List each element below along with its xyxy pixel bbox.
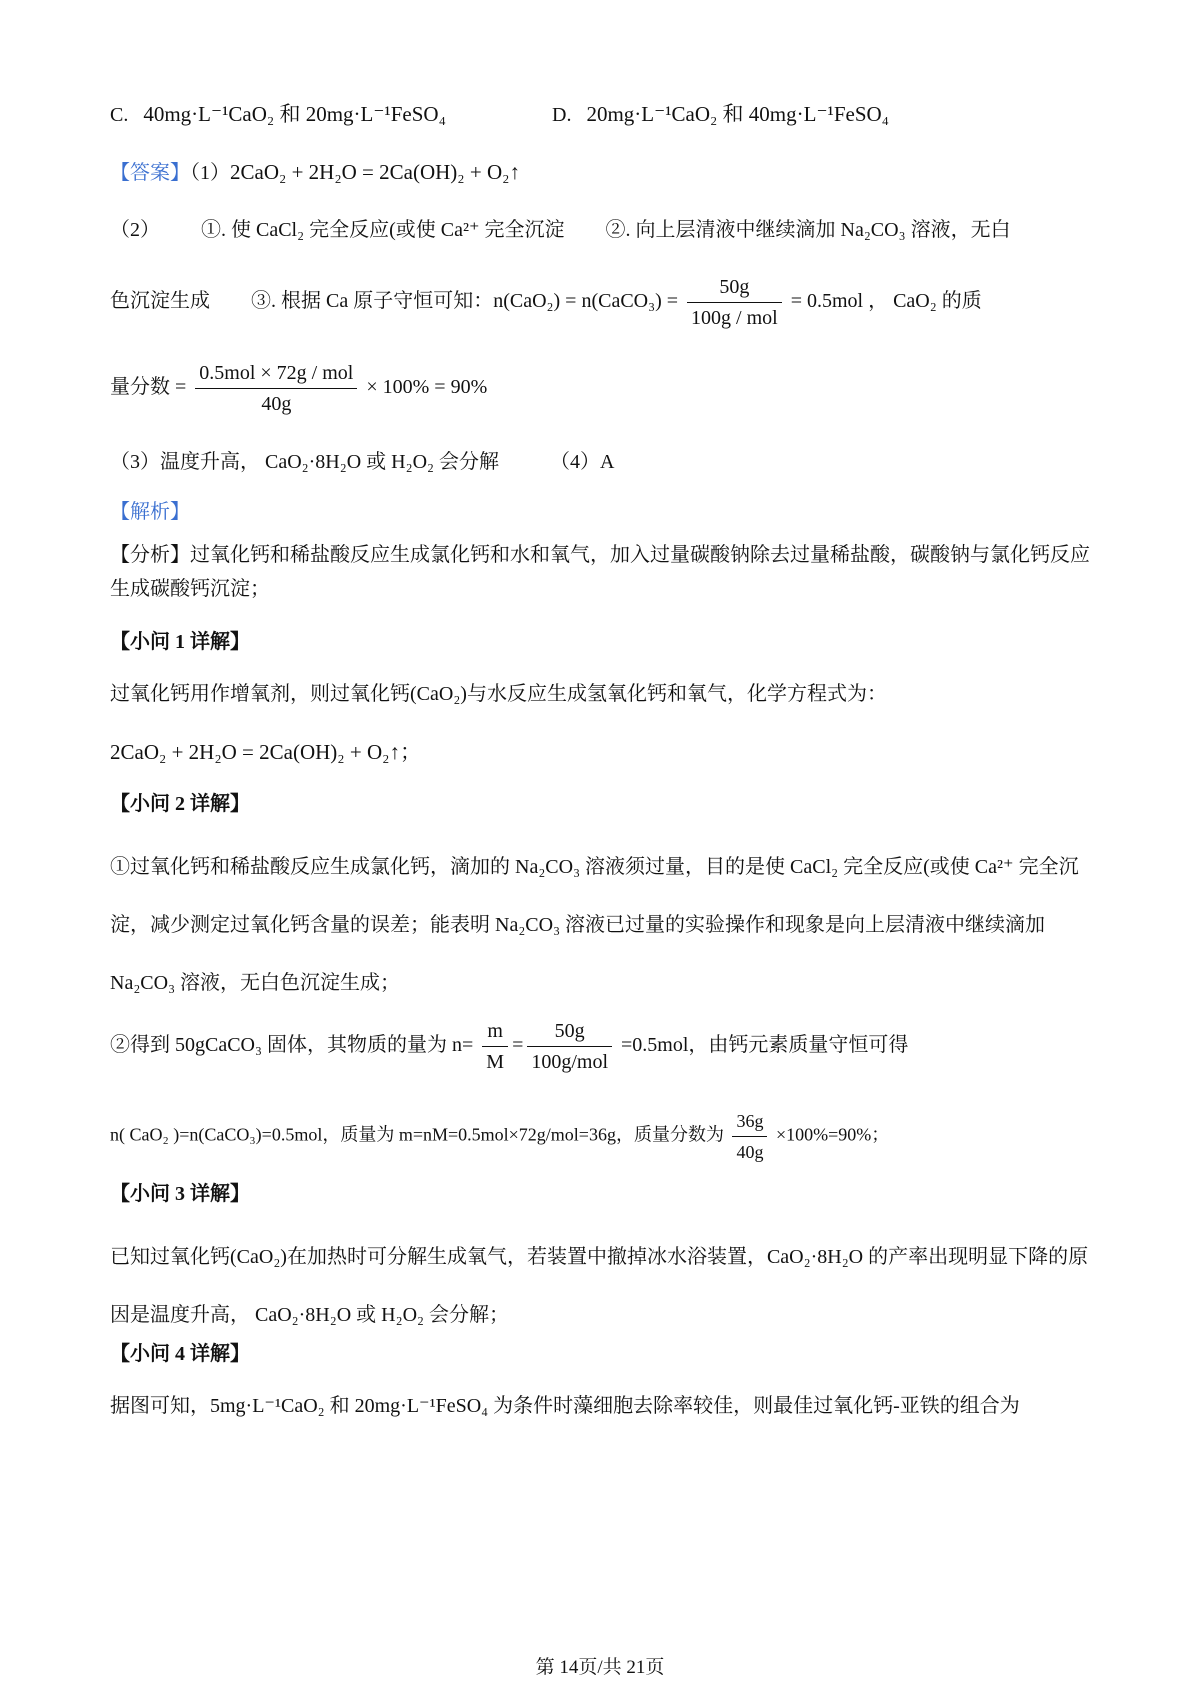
answer-q4: （4）A: [549, 451, 615, 473]
answer-q2-part3-pre: ③. 根据 Ca 原子守恒可知：n(CaO₂) = n(CaCO₃) =: [251, 290, 679, 313]
answer-line-3: [110, 274, 1100, 331]
subquestion-3-text: 已知过氧化钙(CaO₂)在加热时可分解生成氧气，若装置中撤掉冰水浴装置，CaO₂·8H₂O 的产率出现明显下降的原因是温度升高， CaO₂·8H₂O 或 H₂O₂ 会分解；: [110, 1246, 1089, 1326]
analysis-intro: 【分析】过氧化钙和稀盐酸反应生成氯化钙和水和氧气，加入过量碳酸钠除去过量稀盐酸，碳酸钠与氯化钙反应生成碳酸钙沉淀；: [110, 544, 1090, 600]
answer-q2-part2: ②. 向上层清液中继续滴加 Na₂CO₃ 溶液，无白: [605, 219, 1011, 241]
subquestion-4-text: 据图可知，5mg·L⁻¹CaO₂ 和 20mg·L⁻¹FeSO₄ 为条件时藻细胞去除率较佳，则最佳过氧化钙-亚铁的组合为: [110, 1395, 1020, 1417]
fraction-denominator: 100g/mol: [531, 1051, 609, 1073]
answer-q2-part3-post: = 0.5mol ， CaO₂ 的质: [790, 290, 982, 313]
answer-line-2: [110, 216, 1100, 244]
option-c-text: 40mg·L⁻¹CaO₂ 和 20mg·L⁻¹FeSO₄: [143, 102, 446, 126]
answer-line-1: [110, 158, 1100, 187]
mass-fraction-pre: 量分数 =: [110, 376, 187, 399]
answer-line-4: [110, 360, 1100, 417]
option-c-d-row: [110, 100, 1100, 129]
subquestion-1-equation: 2CaO₂ + 2H₂O = 2Ca(OH)₂ + O₂↑；: [110, 740, 421, 764]
fraction-numerator: 50g: [687, 274, 782, 303]
subquestion-1-heading: 【小问 1 详解】: [110, 631, 250, 653]
subquestion-2-text: ①过氧化钙和稀盐酸反应生成氯化钙，滴加的 Na₂CO₃ 溶液须过量，目的是使 CaCl₂ 完全反应(或使 Ca²⁺ 完全沉淀，减少测定过氧化钙含量的误差；能表明 Na₂CO₃ 溶液已过量的实验操作和现象是向上层清液中继续滴加 Na₂CO₃ 溶液，无白色沉淀生成；: [110, 856, 1079, 994]
fraction-denominator: 40g: [261, 393, 292, 415]
subquestion-1-text: 过氧化钙用作增氧剂，则过氧化钙(CaO₂)与水反应生成氢氧化钙和氧气，化学方程式为：: [110, 683, 887, 705]
fraction-numerator: 50g: [527, 1018, 612, 1047]
answer-q2-part1: ①. 使 CaCl₂ 完全反应(或使 Ca²⁺ 完全沉淀: [201, 219, 565, 241]
answer-tag: 【答案】: [110, 162, 190, 184]
subquestion-2-heading: 【小问 2 详解】: [110, 793, 250, 815]
answer-q2-part2-cont: 色沉淀生成: [110, 290, 210, 313]
result-post: ×100%=90%；: [775, 1124, 890, 1145]
fraction-denominator: M: [486, 1051, 505, 1073]
calc-pre: ②得到 50gCaCO₃ 固体，其物质的量为 n=: [110, 1034, 474, 1057]
fraction-result: [732, 1108, 767, 1165]
answer-q3: （3）温度升高， CaO₂·8H₂O 或 H₂O₂ 会分解: [110, 451, 499, 473]
option-d-text: 20mg·L⁻¹CaO₂ 和 40mg·L⁻¹FeSO₄: [586, 102, 890, 126]
fraction-moles-calc: [527, 1018, 612, 1075]
subquestion-4-heading: 【小问 4 详解】: [110, 1343, 250, 1365]
result-pre: n( CaO₂ )=n(CaCO₃)=0.5mol，质量为 m=nM=0.5mol×72g/mol=36g，质量分数为: [110, 1124, 724, 1145]
fraction-denominator: 40g: [736, 1142, 764, 1162]
fraction-numerator: 0.5mol × 72g / mol: [195, 360, 357, 389]
calc-post: =0.5mol，由钙元素质量守恒可得: [621, 1034, 909, 1057]
fraction-moles: [687, 274, 782, 331]
mass-fraction-post: × 100% = 90%: [366, 376, 488, 399]
subquestion-2-calc-line: ②得到 50gCaCO₃ 固体，其物质的量为 n= $\frac{m}{M}$ = $\frac{50g}{\text{100g/mol}}$ =0.5mol，由钙元素质量守恒可得: [110, 1020, 909, 1073]
option-d-label: D.: [552, 104, 572, 126]
fraction-numerator: 36g: [732, 1108, 767, 1137]
answer-line-5: [110, 448, 1100, 476]
answer-q2-number: （2）: [110, 219, 160, 241]
fraction-mass: [195, 360, 357, 417]
analysis-tag: 【解析】: [110, 501, 190, 523]
answer-q1-number: （1）: [190, 162, 230, 184]
fraction-denominator: 100g / mol: [691, 307, 778, 329]
subquestion-2-result-line: [110, 1108, 1100, 1165]
page-footer: 第 14页/共 21页: [535, 1657, 665, 1678]
option-c-label: C.: [110, 104, 129, 126]
subquestion-3-heading: 【小问 3 详解】: [110, 1183, 250, 1205]
answer-q1-equation: 2CaO₂ + 2H₂O = 2Ca(OH)₂ + O₂↑: [230, 160, 520, 184]
fraction-m-over-M: [482, 1018, 508, 1075]
fraction-numerator: m: [482, 1018, 508, 1047]
